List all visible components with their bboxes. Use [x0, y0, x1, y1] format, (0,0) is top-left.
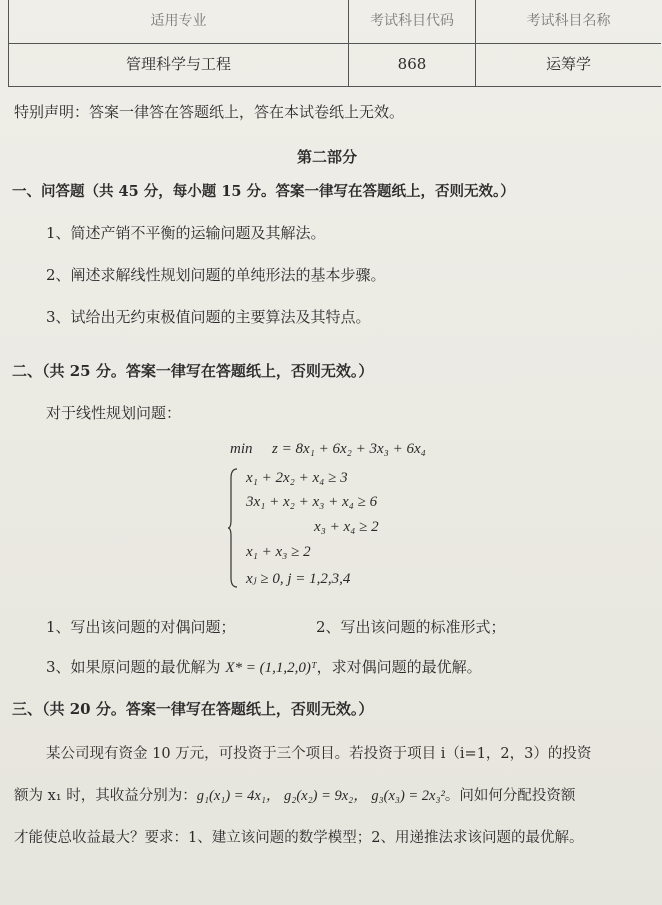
- q2-sub-3-suffix: ，求对偶问题的最优解。: [316, 658, 482, 676]
- q3-line-2-prefix: 额为 x₁ 时，其收益分别为：: [14, 788, 197, 804]
- q3-line-1: 某公司现有资金 10 万元，可投资于三个项目。若投资于项目 i（i=1，2，3）的投资: [46, 746, 592, 762]
- q3-line-3: 才能使总收益最大？要求：1、建立该问题的数学模型；2、用递推法求该问题的最优解。: [14, 830, 584, 846]
- header-label-subject: 考试科目名称: [526, 13, 611, 29]
- q3-heading: 三、（共 20 分。答案一律写在答题纸上，否则无效。）: [12, 700, 374, 718]
- constraint-4: x₁ + x₃ ≥ 2: [246, 544, 311, 560]
- q2-sub-2: 2、写出该问题的标准形式；: [316, 618, 506, 636]
- notice: 特别声明：答案一律答在答题纸上，答在本试卷纸上无效。: [14, 103, 405, 121]
- q2-sub-3: [46, 656, 482, 677]
- constraint-1: x₁ + 2x₂ + x₄ ≥ 3: [246, 470, 348, 486]
- q3-line-2: [14, 784, 575, 805]
- q2-sub-3-prefix: 3、如果原问题的最优解为: [46, 658, 226, 676]
- constraint-3: x₃ + x₄ ≥ 2: [314, 519, 379, 535]
- q1-heading: 一、问答题（共 45 分，每小题 15 分。答案一律写在答题纸上，否则无效。）: [12, 183, 515, 200]
- q1-item-1: 1、简述产销不平衡的运输问题及其解法。: [46, 224, 326, 242]
- q2-objective-expr: z = 8x₁ + 6x₂ + 3x₃ + 6x₄: [272, 441, 426, 457]
- constraint-5: xⱼ ≥ 0, j = 1,2,3,4: [246, 571, 351, 587]
- q2-intro: 对于线性规划问题：: [46, 404, 182, 422]
- header-value-subject: 运筹学: [545, 55, 591, 73]
- header-label-code: 考试科目代码: [349, 0, 476, 43]
- header-row-values: [9, 43, 661, 86]
- q3-line-2-math: g₁(x₁) = 4x₁， g₂(x₂) = 9x₂， g₃(x₃) = 2x₃²: [196, 788, 445, 804]
- header-label-major: 适用专业: [9, 0, 349, 43]
- q2-sub-1: 1、写出该问题的对偶问题；: [46, 618, 236, 636]
- part-title: 第二部分: [297, 148, 358, 166]
- q2-objective-min: min: [230, 441, 253, 457]
- constraint-2: 3x₁ + x₂ + x₃ + x₄ ≥ 6: [246, 494, 378, 510]
- q1-item-3: 3、试给出无约束极值问题的主要算法及其特点。: [46, 308, 371, 326]
- header-row-labels: [9, 0, 661, 44]
- header-value-code: 868: [349, 43, 476, 86]
- q2-heading: 二、（共 25 分。答案一律写在答题纸上，否则无效。）: [12, 362, 374, 380]
- q3-line-2-suffix: 。问如何分配投资额: [444, 788, 576, 804]
- header-table: [8, 0, 661, 87]
- q1-item-2: 2、阐述求解线性规划问题的单纯形法的基本步骤。: [46, 266, 386, 284]
- q2-sub-3-math: X* = (1,1,2,0)ᵀ: [225, 660, 317, 676]
- header-value-major: 管理科学与工程: [9, 43, 349, 86]
- constraint-brace: [228, 468, 238, 588]
